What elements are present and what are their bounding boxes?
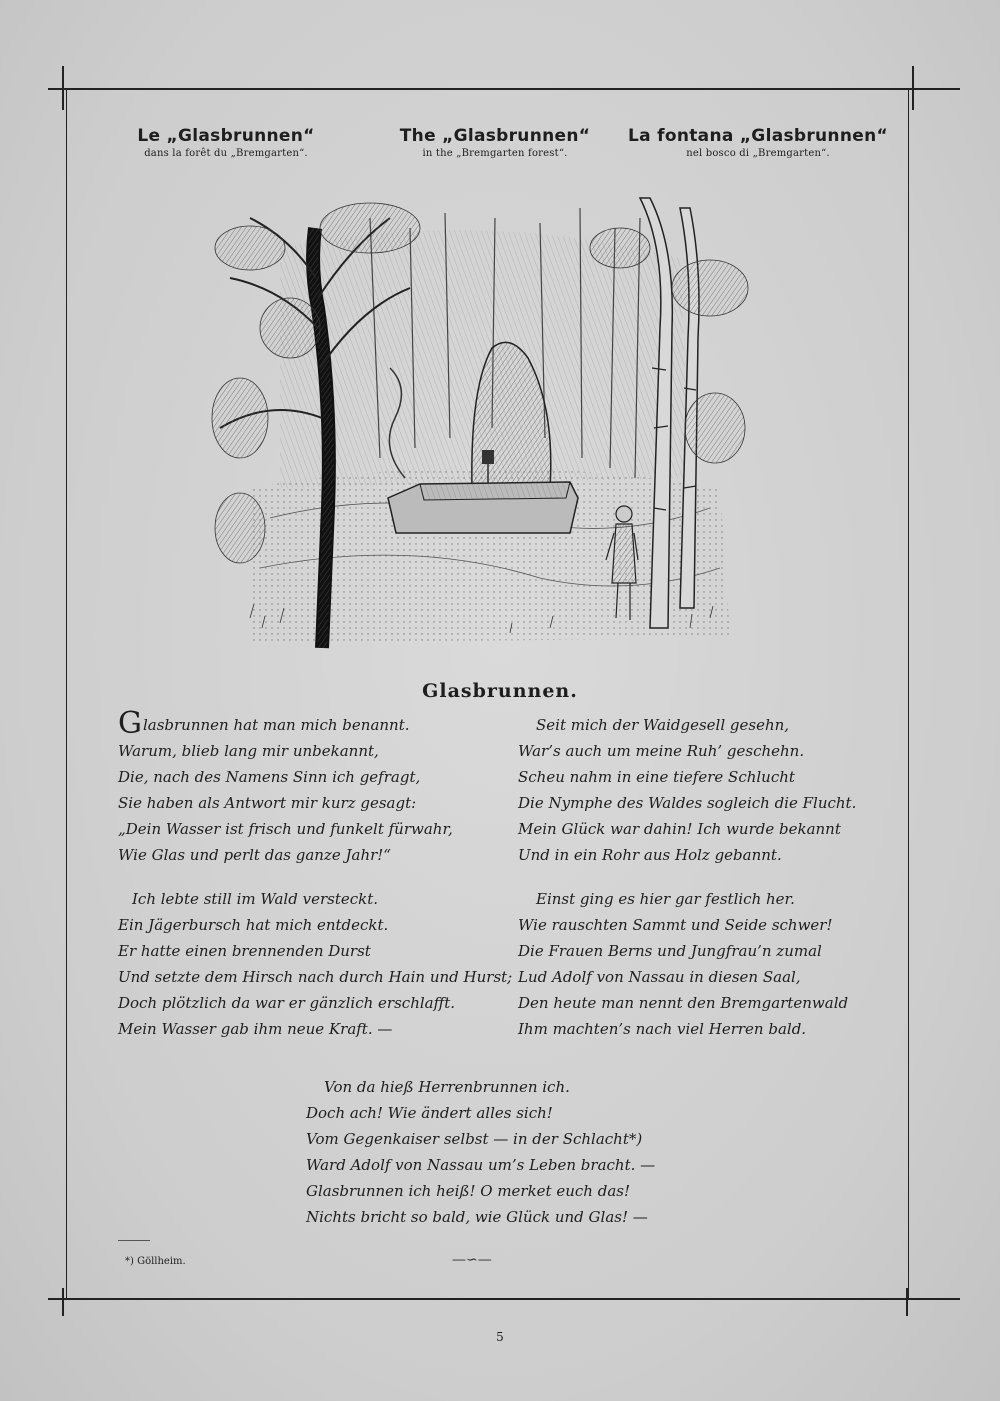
poem-line: Er hatte einen brennenden Durst	[118, 942, 371, 960]
poem-line: Die Nymphe des Waldes sogleich die Flucht.	[518, 794, 857, 812]
poem-line	[118, 706, 512, 741]
drop-cap: G	[118, 706, 142, 741]
poem-line: Und setzte dem Hirsch nach durch Hain und Hurst;	[118, 968, 513, 986]
poem-final-stanza	[306, 1074, 655, 1230]
poem-line: Seit mich der Waidgesell gesehn,	[536, 716, 790, 734]
page-number: 5	[496, 1330, 504, 1344]
poem-line: Vom Gegenkaiser selbst — in der Schlacht*)	[306, 1130, 643, 1148]
glasbrunnen-illustration	[210, 188, 750, 650]
poem-line: Die, nach des Namens Sinn ich gefragt,	[118, 768, 421, 786]
poem-line: „Dein Wasser ist frisch und funkelt fürwahr,	[118, 820, 453, 838]
poem-line: Von da hieß Herrenbrunnen ich.	[324, 1078, 570, 1096]
poem-line: Nichts bricht so bald, wie Glück und Glas! —	[306, 1208, 648, 1226]
poem-left-column	[118, 706, 513, 1042]
caption-french	[96, 126, 356, 159]
poem-line: Glasbrunnen ich heiß! O merket euch das!	[306, 1182, 630, 1200]
poem-line: Ich lebte still im Wald versteckt.	[132, 890, 379, 908]
caption-french-title: Le „Glasbrunnen“	[137, 126, 315, 146]
poem-line: Doch ach! Wie ändert alles sich!	[306, 1104, 553, 1122]
poem-first-line-rest: lasbrunnen hat man mich benannt.	[142, 716, 410, 734]
caption-italian	[627, 126, 889, 159]
poem-line: Die Frauen Berns und Jungfrau’n zumal	[518, 942, 822, 960]
bottom-right-tick	[906, 1288, 908, 1316]
poem-line: Ward Adolf von Nassau um’s Leben bracht. —	[306, 1156, 656, 1174]
poem-line: Wie rauschten Sammt und Seide schwer!	[518, 916, 833, 934]
poem-line: Sie haben als Antwort mir kurz gesagt:	[118, 794, 417, 812]
top-rule	[48, 88, 960, 90]
poem-right-column	[518, 712, 856, 1042]
poem-line: Einst ging es hier gar festlich her.	[536, 890, 795, 908]
bottom-left-tick	[62, 1288, 64, 1316]
poem-line: Warum, blieb lang mir unbekannt,	[118, 742, 379, 760]
poem-line: Und in ein Rohr aus Holz gebannt.	[518, 846, 782, 864]
bottom-rule	[48, 1298, 960, 1300]
caption-italian-subtitle: nel bosco di „Bremgarten“.	[686, 148, 830, 159]
poem-line: Scheu nahm in eine tiefere Schlucht	[518, 768, 795, 786]
poem-line: Ein Jägerbursch hat mich entdeckt.	[118, 916, 389, 934]
poem-line: Mein Glück war dahin! Ich wurde bekannt	[518, 820, 841, 838]
caption-english-title: The „Glasbrunnen“	[399, 126, 591, 146]
poem-line: Lud Adolf von Nassau in diesen Saal,	[518, 968, 801, 986]
top-right-tick	[912, 66, 914, 110]
ornament-divider: —∽—	[452, 1252, 492, 1268]
poem-line: Wie Glas und perlt das ganze Jahr!“	[118, 846, 391, 864]
caption-english	[365, 126, 625, 159]
caption-italian-title: La fontana „Glasbrunnen“	[628, 126, 888, 146]
poem-line: Mein Wasser gab ihm neue Kraft. —	[118, 1020, 393, 1038]
poem-line: War’s auch um meine Ruh’ geschehn.	[518, 742, 805, 760]
poem-line: Doch plötzlich da war er gänzlich erschlafft.	[118, 994, 456, 1012]
caption-french-subtitle: dans la forêt du „Bremgarten“.	[144, 148, 308, 159]
top-left-tick	[62, 66, 64, 110]
poem-line: Ihm machten’s nach viel Herren bald.	[518, 1020, 807, 1038]
footnote: *) Göllheim.	[125, 1256, 186, 1267]
poem-title: Glasbrunnen.	[422, 680, 578, 702]
footnote-rule	[118, 1240, 150, 1241]
caption-english-subtitle: in the „Bremgarten forest“.	[422, 148, 568, 159]
poem-line: Den heute man nennt den Bremgartenwald	[518, 994, 849, 1012]
